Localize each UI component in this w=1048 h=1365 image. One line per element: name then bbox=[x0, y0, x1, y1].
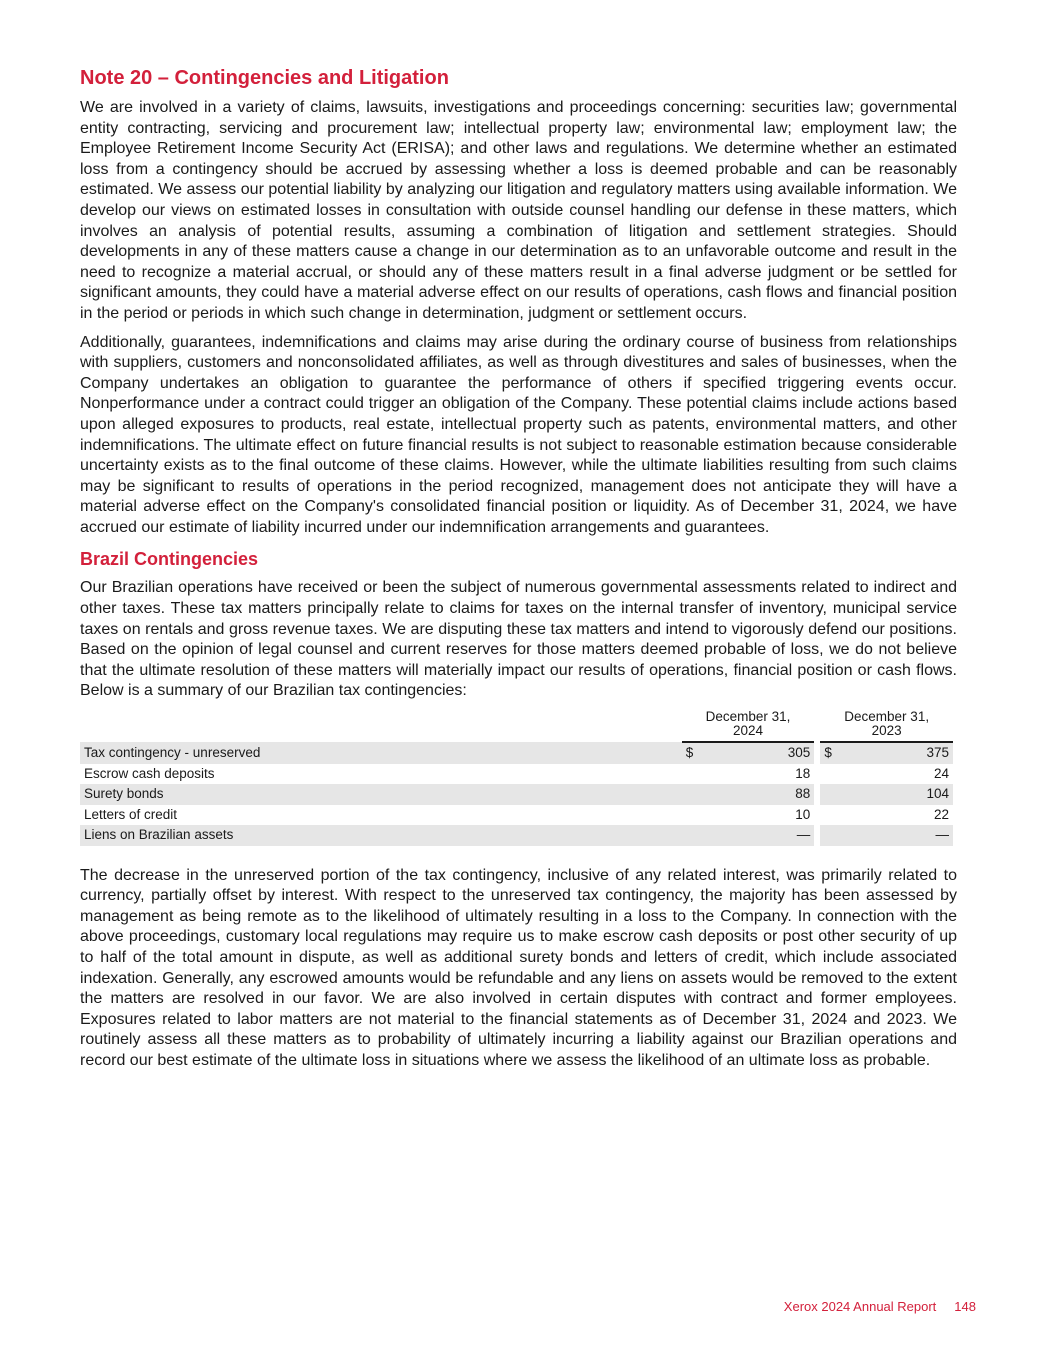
footer-report-title: Xerox 2024 Annual Report bbox=[783, 1299, 937, 1314]
value-2023: 24 bbox=[933, 765, 949, 781]
paragraph-brazil-intro: Our Brazilian operations have received or been the subject of numerous governmental assessments related to indirect and other taxes. These tax matters principally relate to claims for taxes on the internal transfer of inventory, municipal service taxes on rentals and gross revenue taxes. We are disputing these tax matters and intend to vigorously defend our positions. Based on the opinion of legal counsel and current reserves for those matters deemed probable of loss, we do not believe that the ultimate resolution of these matters will materially impact our results of operations, financial position or cash flows. Below is a summary of our Brazilian tax contingencies: bbox=[80, 579, 957, 700]
value-2023: 104 bbox=[839, 784, 953, 805]
row-label: Letters of credit bbox=[84, 806, 178, 822]
table-row bbox=[80, 742, 953, 764]
row-label: Escrow cash deposits bbox=[84, 765, 215, 781]
currency-cell-empty bbox=[820, 805, 838, 826]
value-2024: — bbox=[700, 825, 814, 846]
table-header-row bbox=[80, 710, 953, 742]
column-header-2024-line2: 2024 bbox=[732, 723, 763, 739]
column-header-2024-line1: December 31, bbox=[705, 709, 791, 725]
value-2024: 305 bbox=[700, 742, 814, 764]
table-header-label-spacer bbox=[80, 710, 682, 742]
currency-cell-empty bbox=[820, 825, 838, 846]
currency-cell-empty bbox=[820, 784, 838, 805]
value-2023: 22 bbox=[933, 806, 949, 822]
paragraph-brazil-closing: The decrease in the unreserved portion of the tax contingency, inclusive of any related interest, was primarily related to currency, partially offset by interest. With respect to the unreserved tax contingency, the majority has been assessed by management as being remote as to the likelihood of ultimately resulting in a loss to the Company. In connection with the above proceedings, customary local regulations may require us to make escrow cash deposits or post other security of up to half of the total amount in dispute, as well as additional surety bonds and letters of credit, which include associated indexation. Generally, any escrowed amounts would be refundable and any liens on assets would be removed to the extent the matters are resolved in our favor. We are also involved in certain disputes with contract and former employees. Exposures related to labor matters are not material to the financial statements as of December 31, 2024 and 2023. We routinely assess all these matters as to probability of ultimately incurring a liability against our Brazilian operations and record our best estimate of the ultimate loss in situations where we assess the likelihood of an ultimate loss as probable. bbox=[80, 866, 957, 1069]
currency-cell-empty bbox=[682, 825, 700, 846]
table-row bbox=[80, 784, 953, 805]
brazil-tax-contingencies-table bbox=[80, 710, 953, 846]
currency-cell-empty bbox=[682, 764, 700, 785]
column-header-2024 bbox=[682, 710, 815, 742]
value-2024: 10 bbox=[795, 806, 811, 822]
value-2024: 88 bbox=[700, 784, 814, 805]
row-label: Liens on Brazilian assets bbox=[80, 825, 682, 846]
currency-cell-empty bbox=[682, 805, 700, 826]
value-2023: — bbox=[839, 825, 953, 846]
column-header-2023-line2: 2023 bbox=[871, 723, 902, 739]
value-2023: 375 bbox=[839, 742, 953, 764]
footer-page-number: 148 bbox=[954, 1299, 976, 1314]
row-label: Tax contingency - unreserved bbox=[80, 742, 682, 764]
value-2024: 18 bbox=[795, 765, 811, 781]
table-row bbox=[80, 805, 953, 826]
section-heading-brazil: Brazil Contingencies bbox=[80, 549, 259, 570]
paragraph-claims-overview: We are involved in a variety of claims, lawsuits, investigations and proceedings concerning: securities law; governmental entity contracting, servicing and procurement law; intellectual property law; environmental law; employment law; the Employee Retirement Income Security Act (ERISA); and other laws and regulations. We determine whether an estimated loss from a contingency should be accrued by assessing whether a loss is deemed probable and can be reasonably estimated. We assess our potential liability by analyzing our litigation and regulatory matters using available information. We develop our views on estimated losses in consultation with outside counsel handling our defense in these matters, which involves an analysis of potential results, assuming a combination of litigation and settlement strategies. Should developments in any of these matters cause a change in our determination as to an unfavorable outcome and result in the need to recognize a material accrual, or should any of these matters result in a final adverse judgment or be settled for significant amounts, they could have a material adverse effect on our results of operations, cash flows and financial position in the period or periods in which such change in determination, judgment or settlement occurs. bbox=[80, 99, 957, 322]
currency-symbol: $ bbox=[682, 742, 700, 764]
currency-symbol: $ bbox=[820, 742, 838, 764]
paragraph-guarantees: Additionally, guarantees, indemnifications and claims may arise during the ordinary course of business from relationships with suppliers, customers and nonconsolidated affiliates, as well as through divestitures and sales of businesses, when the Company undertakes an obligation to guarantee the performance of others if specified triggering events occur. Nonperformance under a contract could trigger an obligation of the Company. These potential claims include actions based upon alleged exposures to products, real estate, intellectual property such as patents, environmental matters, and other indemnifications. The ultimate effect on future financial results is not subject to reasonable estimation because considerable uncertainty exists as to the final outcome of these claims. However, while the ultimate liabilities resulting from such claims may be significant to results of operations in the period recognized, management does not anticipate they will have a material adverse effect on the Company's consolidated financial position or liquidity. As of December 31, 2024, we have accrued our estimate of liability incurred under our indemnification arrangements and guarantees. bbox=[80, 333, 957, 536]
table-row bbox=[80, 764, 953, 785]
document-page bbox=[80, 64, 957, 1079]
column-header-2023 bbox=[820, 710, 953, 742]
currency-cell-empty bbox=[820, 764, 838, 785]
row-label: Surety bonds bbox=[80, 784, 682, 805]
note-title: Note 20 – Contingencies and Litigation bbox=[80, 67, 449, 89]
currency-cell-empty bbox=[682, 784, 700, 805]
page-footer bbox=[784, 1299, 976, 1314]
table-row bbox=[80, 825, 953, 846]
column-header-2023-line1: December 31, bbox=[844, 709, 930, 725]
